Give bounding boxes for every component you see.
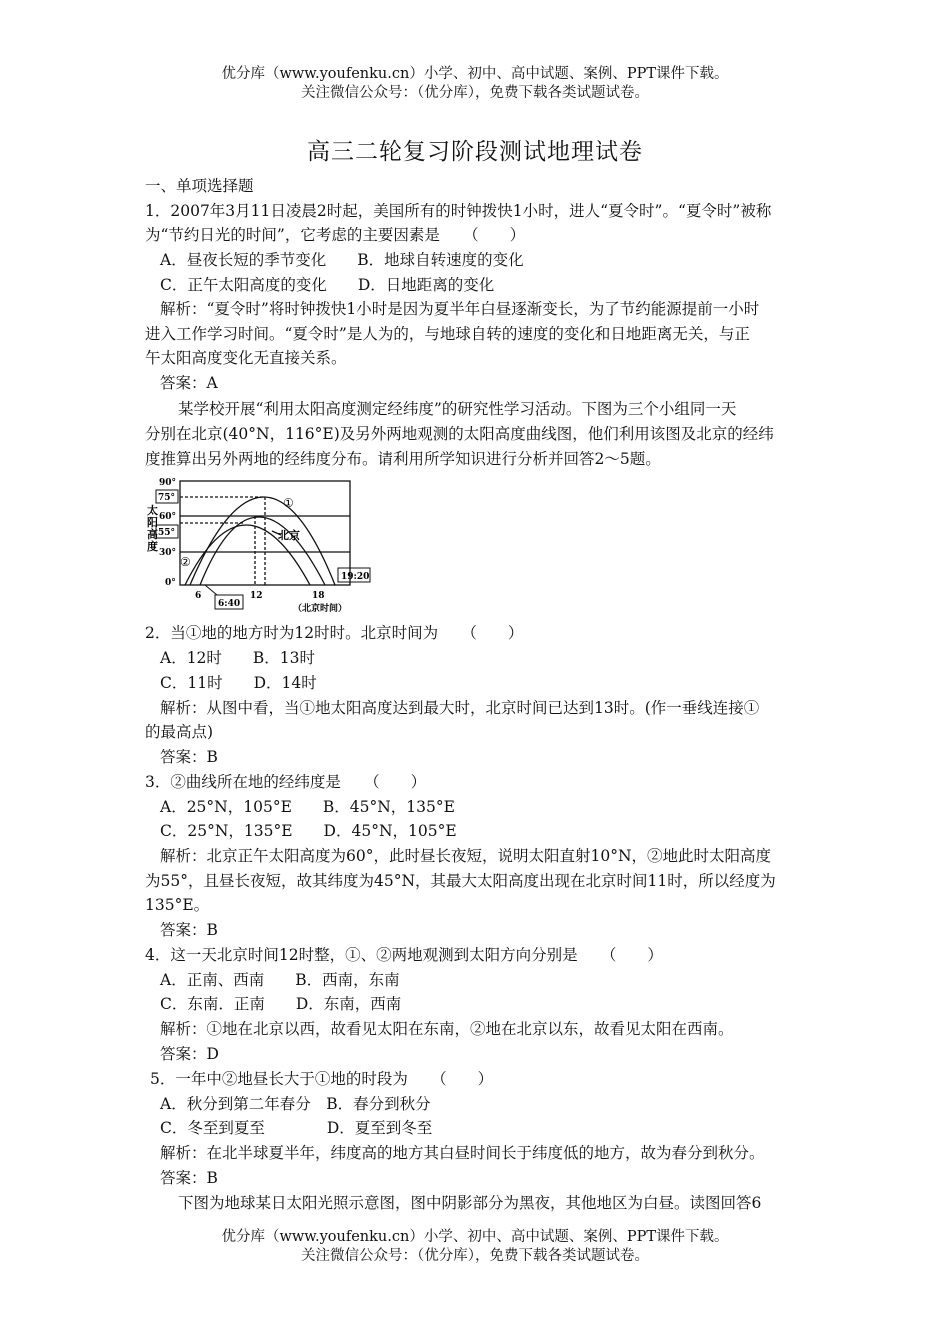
y-axis-label-2: 阳 bbox=[147, 516, 158, 529]
q3-options-ab: A．25°N，105°E B．45°N，135°E bbox=[160, 798, 455, 816]
q5-answer: 答案：B bbox=[160, 1169, 218, 1187]
box-75-label: 75° bbox=[158, 493, 176, 503]
q5-question: 5．一年中②地昼长大于①地的时段为 （ ） bbox=[150, 1070, 494, 1088]
q4-options-cd: C．东南．正南 D．东南，西南 bbox=[160, 995, 402, 1013]
q1-line-1: 1．2007年3月11日凌晨2时起，美国所有的时钟拨快1小时，进人“夏令时”。“夏令时”被称 bbox=[145, 202, 772, 220]
q1-line-2: 为“节约日光的时间”，它考虑的主要因素是 （ ） bbox=[145, 226, 526, 244]
q1-answer: 答案：A bbox=[160, 374, 218, 392]
header-line-2: 关注微信公众号：（优分库），免费下载各类试题试卷。 bbox=[301, 85, 649, 101]
section-heading: 一、单项选择题 bbox=[145, 177, 254, 195]
footer-line-1: 优分库（www.youfenku.cn）小学、初中、高中试题、案例、PPT课件下载。 bbox=[221, 1229, 729, 1245]
q3-answer: 答案：B bbox=[160, 921, 218, 939]
q4-answer: 答案：D bbox=[160, 1045, 219, 1063]
q3-analysis-3: 135°E。 bbox=[145, 896, 210, 914]
q2-options-ab: A．12时 B．13时 bbox=[160, 649, 316, 667]
footer-line-2: 关注微信公众号：（优分库），免费下载各类试题试卷。 bbox=[301, 1248, 649, 1264]
q5-options-cd: C．冬至到夏至 D．夏至到冬至 bbox=[160, 1119, 433, 1137]
q2-options-cd: C．11时 D．14时 bbox=[160, 674, 317, 692]
q1-analysis-1: 解析：“夏令时”将时钟拨快1小时是因为夏半年白昼逐渐变长，为了节约能源提前一小时 bbox=[160, 300, 760, 318]
curve-1 bbox=[190, 497, 335, 585]
y-axis-label-4: 度 bbox=[147, 540, 158, 553]
q5-analysis-1: 解析：在北半球夏半年，纬度高的地方其白昼时间长于纬度低的地方，故为春分到秋分。 bbox=[160, 1144, 765, 1162]
q1-analysis-3: 午太阳高度变化无直接关系。 bbox=[145, 349, 347, 367]
page-title: 高三二轮复习阶段测试地理试卷 bbox=[307, 139, 643, 165]
intro-line-1: 某学校开展“利用太阳高度测定经纬度”的研究性学习活动。下图为三个小组同一天 bbox=[178, 400, 737, 418]
q4-options-ab: A．正南、西南 B．西南，东南 bbox=[160, 971, 400, 989]
y-tick-30: 30° bbox=[159, 548, 177, 558]
y-axis-label-3: 高 bbox=[147, 528, 158, 541]
y-tick-60: 60° bbox=[159, 512, 177, 522]
q3-analysis-2: 为55°，且昼长夜短，故其纬度为45°N，其最大太阳高度出现在北京时间11时，所以经度为 bbox=[145, 872, 776, 890]
x-tick-18: 18 bbox=[312, 591, 325, 601]
intro-line-2: 分别在北京(40°N，116°E)及另外两地观测的太阳高度曲线图，他们利用该图及北京的经纬 bbox=[145, 425, 774, 443]
x-tick-12: 12 bbox=[250, 591, 263, 601]
box-55-label: 55° bbox=[158, 528, 176, 538]
q2-analysis-2: 的最高点) bbox=[145, 723, 214, 741]
curve-label-beijing: 北京 bbox=[278, 529, 300, 542]
q1-options-ab: A．昼夜长短的季节变化 B．地球自转速度的变化 bbox=[160, 251, 524, 269]
curve-label-1: ① bbox=[283, 496, 294, 510]
y-tick-0: 0° bbox=[165, 578, 176, 588]
q3-question: 3．②曲线所在地的经纬度是 （ ） bbox=[145, 773, 427, 791]
x-tick-6: 6 bbox=[195, 591, 202, 601]
box-1920-label: 19:20 bbox=[341, 572, 370, 582]
curve-label-2: ② bbox=[180, 555, 191, 569]
q1-analysis-2: 进入工作学习时间。“夏令时”是人为的，与地球自转的速度的变化和日地距离无关，与正 bbox=[145, 325, 750, 343]
box-640-label: 6:40 bbox=[218, 599, 241, 609]
q2-answer: 答案：B bbox=[160, 748, 218, 766]
leader-640 bbox=[205, 585, 217, 595]
q4-analysis-1: 解析：①地在北京以西，故看见太阳在东南，②地在北京以东，故看见太阳在西南。 bbox=[160, 1020, 734, 1038]
header-line-1: 优分库（www.youfenku.cn）小学、初中、高中试题、案例、PPT课件下载。 bbox=[221, 66, 729, 82]
q1-options-cd: C．正午太阳高度的变化 D．日地距离的变化 bbox=[160, 276, 495, 294]
q4-question: 4．这一天北京时间12时整，①、②两地观测到太阳方向分别是 （ ） bbox=[145, 946, 663, 964]
intro-line-3: 度推算出另外两地的经纬度分布。请利用所学知识进行分析并回答2～5题。 bbox=[145, 450, 661, 468]
q5-options-ab: A．秋分到第二年春分 B．春分到秋分 bbox=[160, 1095, 431, 1113]
y-axis-label-1: 太 bbox=[147, 504, 158, 517]
x-axis-label: （北京时间） bbox=[293, 604, 348, 614]
q2-question: 2．当①地的地方时为12时时。北京时间为 （ ） bbox=[145, 624, 524, 642]
sun-altitude-figure bbox=[145, 477, 375, 617]
q3-analysis-1: 解析：北京正午太阳高度为60°，此时昼长夜短，说明太阳直射10°N，②地此时太阳高度 bbox=[160, 847, 772, 865]
q3-options-cd: C．25°N，135°E D．45°N，105°E bbox=[160, 822, 457, 840]
q2-analysis-1: 解析：从图中看，当①地太阳高度达到最大时，北京时间已达到13时。(作一垂线连接① bbox=[160, 699, 760, 717]
y-tick-90: 90° bbox=[159, 478, 177, 488]
next-intro-line: 下图为地球某日太阳光照示意图，图中阴影部分为黑夜，其他地区为白昼。读图回答6 bbox=[178, 1194, 762, 1212]
